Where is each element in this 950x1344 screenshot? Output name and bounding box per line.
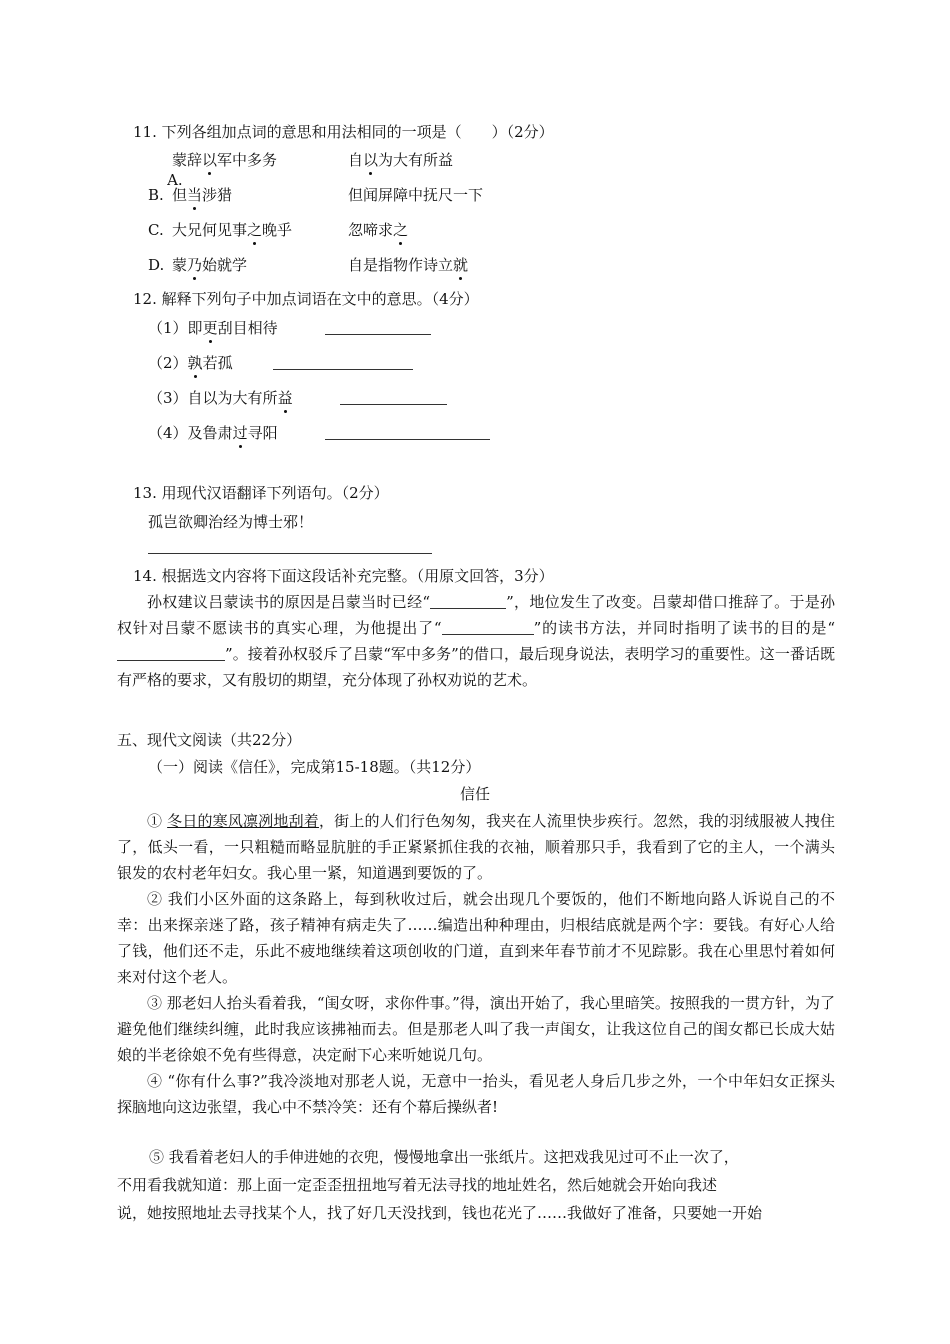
q12-item-3: （3）自以为大有所益: [148, 389, 293, 407]
article-body: [117, 808, 835, 1120]
q12-answer-4[interactable]: [325, 439, 490, 440]
q12-answer-1[interactable]: [325, 334, 431, 335]
q13-answer[interactable]: [148, 553, 432, 554]
q12-stem: 12. 解释下列句子中加点词语在文中的意思。（4分）: [133, 290, 479, 308]
q12-answer-2[interactable]: [273, 369, 413, 370]
article-title: 信任: [459, 785, 490, 803]
article-para-5-line-1: ⑤ 我看着老妇人的手伸进她的衣兜，慢慢地拿出一张纸片。这把戏我见过可不止一次了，: [149, 1148, 739, 1166]
q11-option-c: C.: [148, 221, 164, 239]
q14-blank-1[interactable]: [430, 592, 506, 609]
q12-item-2: （2）孰若孤: [148, 354, 233, 372]
article-para-2: ② 我们小区外面的这条路上，每到秋收过后，就会出现几个要饭的，他们不断地向路人诉说自己的不幸：出来探亲迷了路，孩子精神有病走失了……编造出种种理由，归根结底就是两个字：要钱。有好心人给了钱，他们还不走，乐此不疲地继续着这项创收的门道，直到来年春节前才不见踪影。我在心里思忖着如何来对付这个老人。: [117, 890, 835, 986]
q13-stem: 13. 用现代汉语翻译下列语句。（2分）: [133, 484, 389, 502]
q14-blank-2[interactable]: [442, 618, 534, 635]
q11-option-d: D.: [148, 256, 165, 274]
article-para-3: ③ 那老妇人抬头看着我，“闺女呀，求你件事。”得，演出开始了，我心里暗笑。按照我的一贯方针，为了避免他们继续纠缠，此时我应该拂袖而去。但是那老人叫了我一声闺女，让我这位自己的闺女都已长成大姑娘的半老徐娘不免有些得意，决定耐下心来听她说几句。: [117, 994, 835, 1064]
q11-option-b-left: 但当涉猎: [172, 186, 233, 204]
article-para-5-line-3: 说，她按照地址去寻找某个人，找了好几天没找到，钱也花光了……我做好了准备，只要她一开始: [117, 1204, 763, 1222]
q11-option-c-right: 忽啼求之: [348, 221, 409, 239]
q11-option-d-right: 自是指物作诗立就: [348, 256, 469, 274]
q13-sentence: 孤岂欲卿治经为博士邪！: [148, 513, 314, 531]
q11-option-a: A.: [167, 171, 183, 189]
q11-option-c-left: 大兄何见事之晚乎: [172, 221, 293, 239]
q14-stem: 14. 根据选文内容将下面这段话补充完整。（用原文回答，3分）: [133, 567, 554, 585]
section-subtitle: （一）阅读《信任》，完成第15-18题。（共12分）: [148, 758, 481, 776]
q12-answer-3[interactable]: [340, 404, 447, 405]
article-para-5-line-2: 不用看我就知道：那上面一定歪歪扭扭地写着无法寻找的地址姓名，然后她就会开始向我述: [117, 1176, 718, 1194]
q14-blank-3[interactable]: [117, 644, 225, 661]
q11-option-d-left: 蒙乃始就学: [172, 256, 248, 274]
article-para-4: ④ “你有什么事?”我冷淡地对那老人说，无意中一抬头，看见老人身后几步之外，一个中年妇女正探头探脑地向这边张望，我心中不禁冷笑：还有个幕后操纵者!: [117, 1072, 835, 1116]
q11-option-a-left: 蒙辞以军中多务: [172, 151, 278, 169]
q11-stem: 11. 下列各组加点词的意思和用法相同的一项是（ ）（2分）: [133, 123, 554, 141]
section-title: 五、现代文阅读（共22分）: [117, 731, 302, 749]
q12-item-1: （1）即更刮目相待: [148, 319, 278, 337]
q11-option-a-right: 自以为大有所益: [348, 151, 454, 169]
q12-item-4: （4）及鲁肃过寻阳: [148, 424, 278, 442]
q11-option-b-right: 但闻屏障中抚尺一下: [348, 186, 484, 204]
q14-paragraph: 孙权建议吕蒙读书的原因是吕蒙当时已经“ ”，地位发生了改变。吕蒙却借口推辞了。于是孙权针对吕蒙不愿读书的真实心理，为他提出了“ ”的读书方法，并同时指明了读书的目的是“”。接着孙权驳斥了吕蒙“军中多务”的借口，最后现身说法，表明学习的重要性。这一番话既有严格的要求，又有殷切的期望，充分体现了孙权劝说的艺术。: [117, 593, 836, 689]
article-para-1: ① 冬日的寒风凛冽地刮着，街上的人们行色匆匆，我夹在人流里快步疾行。忽然，我的羽绒服被人拽住了，低头一看，一只粗糙而略显肮脏的手正紧紧抓住我的衣袖，顺着那只手，我看到了它的主人，一个满头银发的农村老年妇女。我心里一紧，知道遇到要饭的了。: [117, 812, 835, 882]
q11-option-b: B.: [148, 186, 164, 204]
